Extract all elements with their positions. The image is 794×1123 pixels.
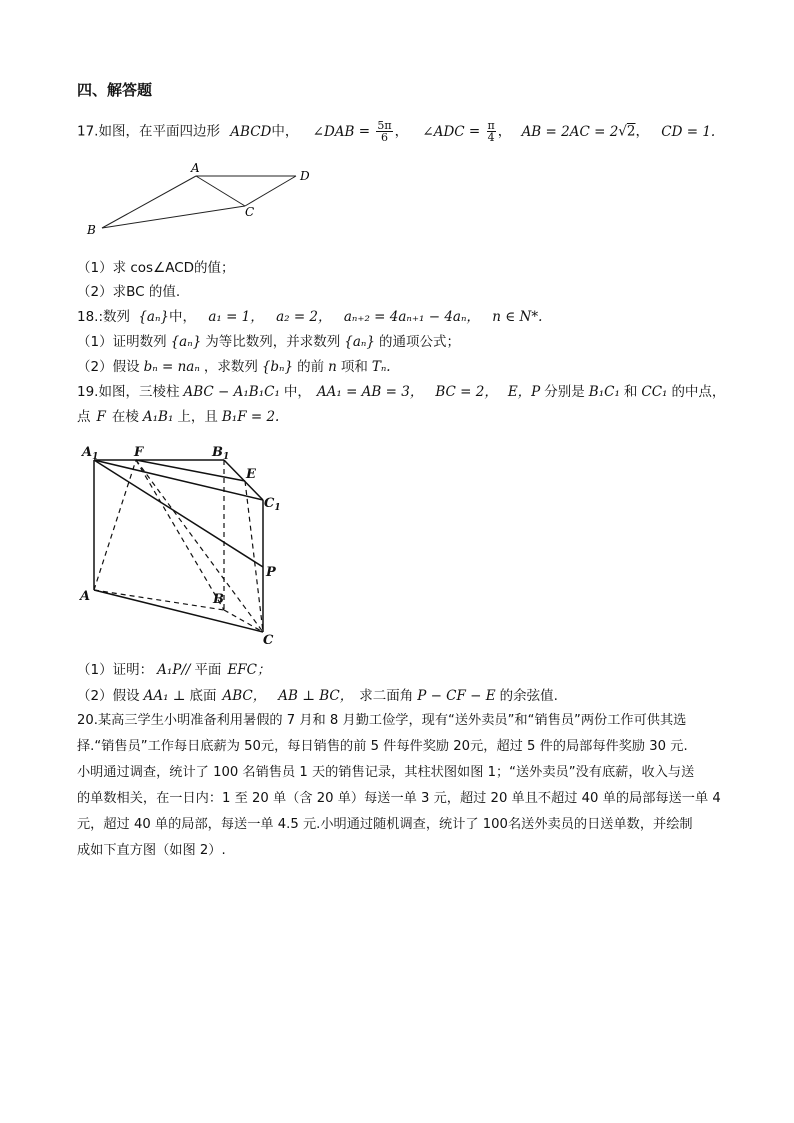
q18-a1: a₁ = 1，	[208, 309, 264, 325]
q18-a2: a₂ = 2，	[276, 309, 332, 325]
q19-label-a: A	[80, 589, 91, 604]
q17-frac2: $\frac{\pi}{4}$	[487, 119, 495, 144]
q17-label-d: D	[300, 169, 310, 183]
q19-label-b1: $B_1$	[212, 445, 230, 462]
q20-line: 的单数相关，在一日内：1 至 20 单（含 20 单）每送一单 3 元，超过 20 单且不超过 40 单的局部每送一单 4	[77, 791, 721, 806]
q17-stem-prefix: 17.如图，在平面四边形	[77, 123, 220, 140]
q17-label-c: C	[245, 205, 255, 219]
q18-recurrence: aₙ₊₂ = 4aₙ₊₁ − 4aₙ，	[343, 309, 480, 325]
q17-label-a: A	[191, 161, 200, 175]
q18-stem-prefix: 18.:数列	[77, 309, 131, 325]
q17-cd-expr: CD = 1.	[661, 123, 716, 140]
q20-line: 小明通过调查，统计了 100 名销售员 1 天的销售记录，其柱状图如图 1；“送外卖员”没有底薪，收入与送	[77, 765, 695, 780]
q20-line: 元，超过 40 单的局部，每送一单 4.5 元.小明通过随机调查，统计了 100名送外卖员的日送单数，并绘制	[77, 817, 693, 832]
q17-figure	[80, 160, 320, 240]
q20-line: 成如下直方图（如图 2）.	[77, 843, 226, 858]
q19-part1: （1）证明： A₁P// 平面 EFC；	[77, 662, 271, 678]
q19-label-c1: $C_1$	[264, 496, 281, 513]
q17-edge-bc	[102, 206, 245, 228]
q18-part2: （2）假设 bₙ = naₙ ，求数列 {bₙ} 的前 n 项和 Tₙ.	[77, 359, 391, 375]
q17-stem: 17.如图，在平面四边形 ABCD中， ∠DAB = $\frac{5\pi}{6}$ ， ∠ADC = $\frac{\pi}{4}$ ， AB = 2AC = 2√2， CD = 1.	[77, 119, 716, 144]
q19-part2: （2）假设 AA₁ ⊥ 底面 ABC， AB ⊥ BC， 求二面角 P − CF − E 的余弦值.	[77, 688, 558, 704]
q18-domain: n ∈ N*.	[492, 309, 543, 325]
q17-frac1: $\frac{5\pi}{6}$	[377, 119, 392, 144]
q19-edge-af-hidden	[94, 460, 136, 590]
q19-edge-fc-hidden	[136, 460, 263, 632]
q19-edge-bc-hidden	[224, 610, 263, 632]
q19-edge-a1p	[94, 460, 263, 567]
q19-label-f: F	[134, 445, 144, 460]
q19-edge-fb-hidden	[136, 460, 224, 610]
q20-line: 择.“销售员”工作每日底薪为 50元，每日销售的前 5 件每件奖励 20元，超过 5 件的局部每件奖励 30 元.	[77, 739, 688, 754]
q19-label-e: E	[246, 467, 256, 482]
q17-edge-ac	[196, 176, 245, 206]
q17-stem-mid: 中，	[271, 123, 299, 140]
q19-edge-ac	[94, 590, 263, 632]
q17-label-b: B	[87, 223, 96, 237]
q20-line: 20.某高三学生小明准备利用暑假的 7 月和 8 月勤工俭学，现有“送外卖员”和“销售员”两份工作可供其选	[77, 713, 687, 728]
q17-quad: ABCD	[230, 123, 272, 140]
q19-stem-line1: 19.如图，三棱柱 ABC − A₁B₁C₁ 中， AA₁ = AB = 3， BC = 2， E，P 分别是 B₁C₁ 和 CC₁ 的中点，	[77, 384, 726, 400]
q17-part2: （2）求BC 的值.	[77, 284, 181, 300]
q19-figure	[78, 440, 288, 650]
q19-label-b: B	[213, 592, 224, 607]
q19-label-a1: $A_1$	[82, 445, 99, 462]
q17-edge-dc	[245, 176, 296, 206]
q19-label-c: C	[263, 633, 274, 648]
q17-part1: （1）求 cos∠ACD的值；	[77, 260, 235, 276]
q18-seq-a: {aₙ}	[138, 309, 170, 325]
q17-len-expr: AB = 2AC = 2	[521, 123, 619, 140]
q18-stem	[77, 307, 542, 327]
q19-edge-ab-hidden	[94, 590, 224, 610]
q18-stem-mid: 中，	[169, 309, 197, 325]
q17-sqrt: √2	[618, 123, 636, 140]
q19-stem-line2: 点 F 在棱 A₁B₁ 上，且 B₁F = 2.	[77, 409, 280, 425]
q17-angle2: ∠ADC	[422, 123, 465, 140]
q17-edge-ab	[102, 176, 196, 228]
q17-angle1: ∠DAB	[312, 123, 355, 140]
q19-edge-fe	[136, 460, 245, 481]
q19-label-p: P	[266, 565, 276, 580]
q18-part1: （1）证明数列 {aₙ} 为等比数列，并求数列 {aₙ} 的通项公式；	[77, 334, 460, 350]
section-heading: 四、解答题	[77, 81, 153, 99]
